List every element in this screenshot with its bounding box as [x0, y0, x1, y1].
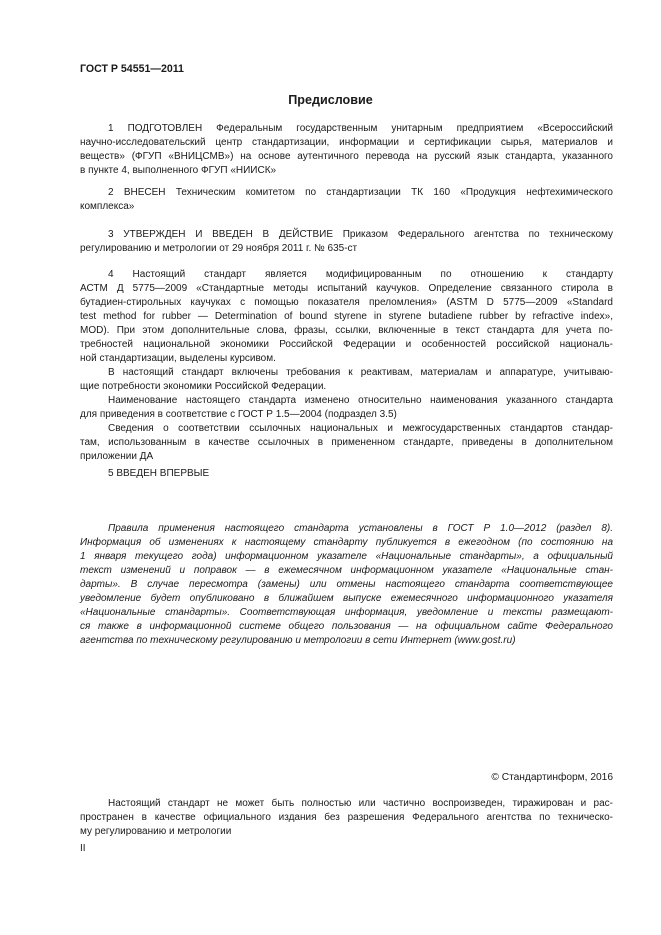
text-line: научно-исследовательский центр стандартизации, информации и сертификации сырья, материалов и	[80, 137, 613, 148]
text-line: щие потребности экономики Российской Федерации.	[80, 381, 327, 392]
text-line: там, использованным в качестве ссылочных в примененном стандарте, приведены в дополнительном	[80, 437, 613, 448]
text-line: Информация об изменениях к настоящему стандарту публикуется в ежегодном (по состоянию на	[80, 537, 613, 548]
text-line: текст изменений и поправок — в ежемесячном информационном указателе «Национальные стан-	[80, 565, 613, 576]
text-line: приложении ДА	[80, 451, 154, 462]
copyright: © Стандартинформ, 2016	[491, 772, 613, 783]
reproduction-notice	[80, 797, 613, 839]
text-line: 1 января текущего года) информационном указателе «Национальные стандарты», а официальный	[80, 551, 613, 562]
text-line: «Национальные стандарты». Соответствующая информация, уведомление и тексты размещают-	[80, 607, 613, 618]
text-line: му регулированию и метрологии	[80, 826, 232, 837]
page-title: Предисловие	[288, 93, 373, 107]
text-line: MOD). При этом дополнительные слова, фразы, ссылки, включенные в текст стандарта для учета по-	[80, 325, 613, 336]
text-line: в пункте 4, выполненного ФГУП «НИИСК»	[80, 165, 277, 176]
text-line: дарты». В случае пересмотра (замены) или отмены настоящего стандарта соответствующее	[80, 579, 613, 590]
text-line: комплекса»	[80, 201, 135, 212]
text-line: веществ» (ФГУП «ВНИЦСМВ») на основе аутентичного перевода на русский язык стандарта, указанного	[80, 151, 613, 162]
document-code: ГОСТ Р 54551—2011	[80, 63, 184, 75]
text-line: 5 ВВЕДЕН ВПЕРВЫЕ	[108, 468, 210, 479]
publication-notice	[80, 522, 613, 648]
text-line: для приведения в соответствие с ГОСТ Р 1.5—2004 (подраздел 3.5)	[80, 409, 397, 420]
text-line: Правила применения настоящего стандарта установлены в ГОСТ Р 1.0—2012 (раздел 8).	[108, 523, 613, 534]
paragraph-2	[80, 186, 613, 214]
paragraph-4	[80, 268, 613, 464]
text-line: пространен в качестве официального издания без разрешения Федерального агентства по техническо-	[80, 812, 613, 823]
text-line: Настоящий стандарт не может быть полностью или частично воспроизведен, тиражирован и рас-	[108, 798, 613, 809]
text-line: 2 ВНЕСЕН Техническим комитетом по стандартизации ТК 160 «Продукция нефтехимического	[108, 187, 613, 198]
text-line: уведомление будет опубликовано в ближайшем выпуске ежемесячного информационного указателя	[80, 593, 613, 604]
text-line: 3 УТВЕРЖДЕН И ВВЕДЕН В ДЕЙСТВИЕ Приказом Федерального агентства по техническому	[108, 229, 613, 240]
text-line: Сведения о соответствии ссылочных национальных и межгосударственных стандартов стандар-	[108, 423, 613, 434]
text-line: требностей национальной экономики Российской Федерации и особенностей российской националь-	[80, 339, 613, 350]
page-number: II	[80, 843, 86, 854]
text-line: Наименование настоящего стандарта изменено относительно наименования указанного стандарта	[108, 395, 613, 406]
text-line: test method for rubber — Determination of bound styrene in styrene butadiene rubber by refractive index»,	[80, 311, 613, 322]
text-line: бутадиен-стирольных каучуках с помощью показателя преломления» (ASTM D 5775—2009 «Standard	[80, 297, 613, 308]
text-line: агентства по техническому регулированию и метрологии в сети Интернет (www.gost.ru)	[80, 635, 516, 646]
text-line: ся также в информационной системе общего пользования — на официальном сайте Федерального	[80, 621, 613, 632]
paragraph-5	[80, 467, 613, 481]
text-line: регулированию и метрологии от 29 ноября 2011 г. № 635-ст	[80, 243, 358, 254]
paragraph-1	[80, 122, 613, 178]
text-line: 1 ПОДГОТОВЛЕН Федеральным государственным унитарным предприятием «Всероссийский	[108, 123, 613, 134]
text-line: АСТМ Д 5775—2009 «Стандартные методы испытаний каучуков. Определение связанного стирола в	[80, 283, 613, 294]
text-line: ной стандартизации, выделены курсивом.	[80, 353, 276, 364]
text-line: В настоящий стандарт включены требования к реактивам, материалам и аппаратуре, учитываю-	[108, 367, 613, 378]
paragraph-3	[80, 228, 613, 256]
text-line: 4 Настоящий стандарт является модифицированным по отношению к стандарту	[108, 269, 613, 280]
